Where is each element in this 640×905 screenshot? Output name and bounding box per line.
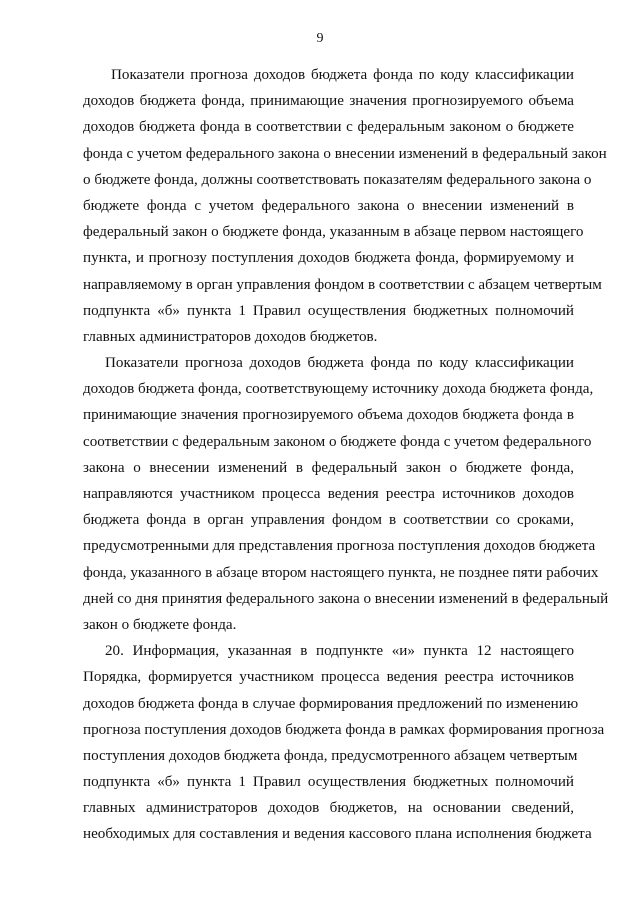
paragraph-3 [83,638,605,848]
text-line: фонда с учетом федерального закона о внесении изменений в федеральный закон [83,145,607,162]
paragraph-2 [83,350,609,638]
text-line: подпункта «б» пункта 1 Правил осуществления бюджетных полномочий [83,302,574,319]
text-line: бюджета фонда в орган управления фондом в соответствии со сроками, [83,512,574,529]
text-line: принимающие значения прогнозируемого объема доходов бюджета фонда в [83,407,574,424]
text-line: Показатели прогноза доходов бюджета фонда по коду классификации [111,67,574,83]
text-line: о бюджете фонда, должны соответствовать показателям федерального закона о [83,171,592,188]
paragraph-1 [83,62,607,350]
text-line: бюджете фонда с учетом федерального закона о внесении изменений в [83,197,574,214]
text-line: закона о внесении изменений в федеральный закон о бюджете фонда, [83,459,574,476]
text-line: соответствии с федеральным законом о бюджете фонда с учетом федерального [83,433,592,450]
text-line: направляются участником процесса ведения реестра источников доходов [83,486,574,502]
text-line: необходимых для составления и ведения кассового плана исполнения бюджета [83,826,592,843]
text-line: доходов бюджета фонда, соответствующему источнику дохода бюджета фонда, [83,381,594,398]
text-line: федеральный закон о бюджете фонда, указанным в абзаце первом настоящего [83,224,584,241]
text-line: главных администраторов доходов бюджетов. [83,328,378,345]
text-line: доходов бюджета фонда в случае формирования предложений по изменению [83,695,579,712]
text-line: Показатели прогноза доходов бюджета фонда по коду классификации [105,355,574,372]
text-line: дней со дня принятия федерального закона о внесении изменений в федеральный [83,590,609,607]
text-line: фонда, указанного в абзаце втором настоящего пункта, не позднее пяти рабочих [83,564,599,581]
text-line: закон о бюджете фонда. [83,616,237,633]
text-line: прогноза поступления доходов бюджета фонда в рамках формирования прогноза [83,721,605,738]
text-line: главных администраторов доходов бюджетов, на основании сведений, [83,800,574,817]
text-line: пункта, и прогнозу поступления доходов бюджета фонда, формируемому и [83,250,574,267]
document-body [83,62,609,848]
text-line: поступления доходов бюджета фонда, предусмотренного абзацем четвертым [83,747,578,764]
text-line: доходов бюджета фонда, принимающие значения прогнозируемого объема [83,93,574,110]
text-line: доходов бюджета фонда в соответствии с федеральным законом о бюджете [83,119,574,136]
text-line: Порядка, формируется участником процесса ведения реестра источников [83,669,574,686]
text-line: направляемому в орган управления фондом в соответствии с абзацем четвертым [83,276,602,293]
page-number: 9 [316,31,324,46]
text-line: подпункта «б» пункта 1 Правил осуществления бюджетных полномочий [83,774,574,791]
text-line: 20. Информация, указанная в подпункте «и» пункта 12 настоящего [105,643,574,660]
text-line: предусмотренными для представления прогноза поступления доходов бюджета [83,538,596,555]
